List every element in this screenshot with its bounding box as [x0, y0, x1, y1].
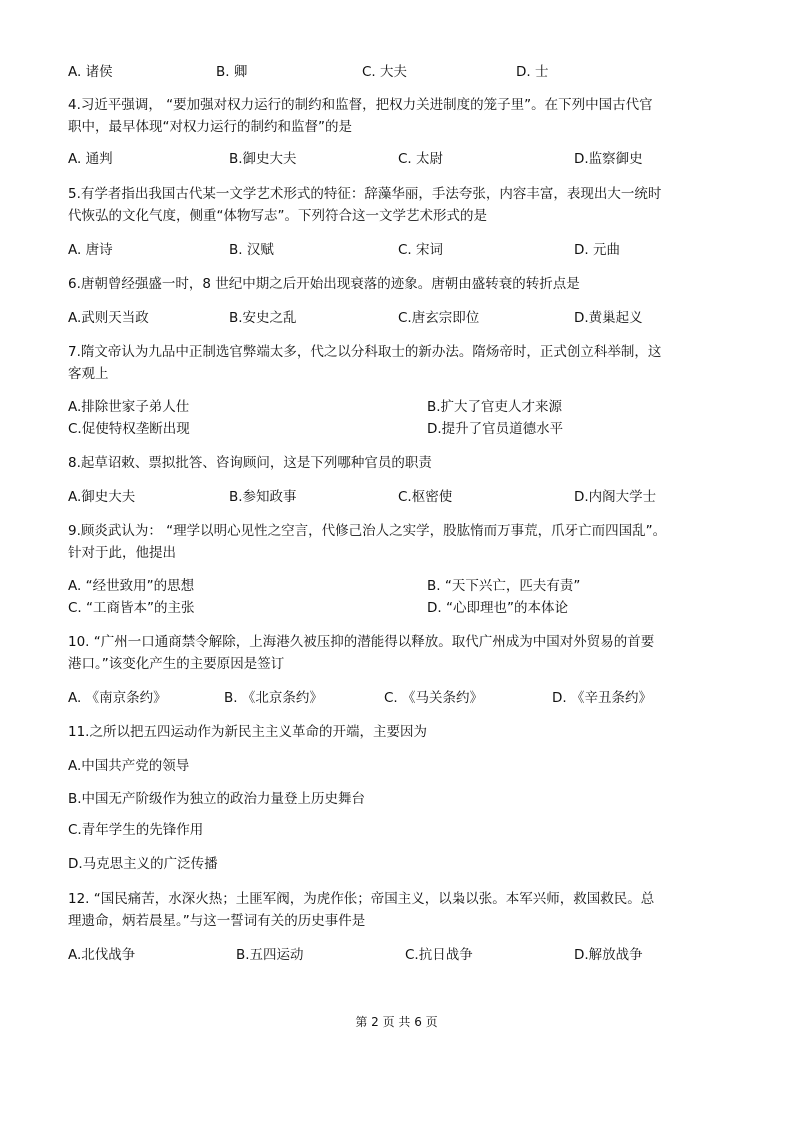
q10-option-a: A. 《南京条约》 [68, 690, 167, 706]
q12-stem-line-1: 12. “国民痛苦，水深火热；土匪军阀，为虎作伥；帝国主义，以枭以张。本军兴师，救国救民。总 [68, 891, 655, 907]
q6-option-a: A.武则天当政 [68, 310, 149, 326]
q8-option-b: B.参知政事 [229, 489, 297, 505]
q12-option-b: B.五四运动 [236, 947, 304, 963]
q10-option-c: C. 《马关条约》 [384, 690, 484, 706]
q7-option-c: C.促使特权垄断出现 [68, 421, 190, 437]
q9-option-a: A. “经世致用”的思想 [68, 578, 195, 594]
q6-option-d: D.黄巢起义 [574, 310, 643, 326]
q7-option-a: A.排除世家子弟人仕 [68, 399, 190, 415]
q4-option-b: B.御史大夫 [229, 151, 297, 167]
q8-stem-line-1: 8.起草诏敕、票拟批答、咨询顾问，这是下列哪种官员的职责 [68, 455, 432, 471]
q10-option-b: B. 《北京条约》 [224, 690, 323, 706]
q11-stem-line-1: 11.之所以把五四运动作为新民主主义革命的开端，主要因为 [68, 724, 427, 740]
q11-option-b: B.中国无产阶级作为独立的政治力量登上历史舞台 [68, 791, 366, 807]
q3-option-c: C. 大夫 [362, 64, 408, 80]
q11-option-a: A.中国共产党的领导 [68, 758, 190, 774]
q8-option-d: D.内阁大学士 [574, 489, 657, 505]
q4-option-c: C. 太尉 [398, 151, 444, 167]
q8-option-c: C.枢密使 [398, 489, 453, 505]
q12-option-c: C.抗日战争 [405, 947, 473, 963]
q7-stem-line-2: 客观上 [68, 366, 109, 382]
q10-stem-line-1: 10. “广州一口通商禁令解除，上海港久被压抑的潜能得以释放。取代广州成为中国对外贸易的首要 [68, 634, 655, 650]
q4-stem-line-1: 4.习近平强调， “要加强对权力运行的制约和监督，把权力关进制度的笼子里”。在下列中国古代官 [68, 97, 653, 113]
q9-option-c: C. “工商皆本”的主张 [68, 600, 195, 616]
q5-option-b: B. 汉赋 [229, 242, 274, 258]
q9-option-d: D. “心即理也”的本体论 [427, 600, 568, 616]
q6-stem-line-1: 6.唐朝曾经强盛一时，8 世纪中期之后开始出现衰落的迹象。唐朝由盛转衰的转折点是 [68, 276, 580, 292]
q7-option-d: D.提升了官员道德水平 [427, 421, 564, 437]
q10-stem-line-2: 港口。”该变化产生的主要原因是签订 [68, 656, 285, 672]
q3-option-a: A. 诸侯 [68, 64, 113, 80]
q12-option-d: D.解放战争 [574, 947, 643, 963]
q3-option-b: B. 卿 [216, 64, 248, 80]
q5-option-a: A. 唐诗 [68, 242, 113, 258]
q5-stem-line-1: 5.有学者指出我国古代某一文学艺术形式的特征：辞藻华丽，手法夸张，内容丰富，表现出大一统时 [68, 186, 662, 202]
q6-option-c: C.唐玄宗即位 [398, 310, 480, 326]
q7-stem-line-1: 7.隋文帝认为九品中正制选官弊端太多，代之以分科取士的新办法。隋炀帝时，正式创立科举制，这 [68, 344, 662, 360]
q12-stem-line-2: 理遗命，炳若晨星。”与这一誓词有关的历史事件是 [68, 913, 366, 929]
q11-option-d: D.马克思主义的广泛传播 [68, 856, 218, 872]
q3-option-d: D. 士 [516, 64, 549, 80]
q5-option-c: C. 宋词 [398, 242, 444, 258]
q5-option-d: D. 元曲 [574, 242, 620, 258]
q9-stem-line-2: 针对于此，他提出 [68, 545, 176, 561]
q7-option-b: B.扩大了官吏人才来源 [427, 399, 563, 415]
q11-option-c: C.青年学生的先锋作用 [68, 822, 204, 838]
q8-option-a: A.御史大夫 [68, 489, 136, 505]
q4-option-d: D.监察御史 [574, 151, 643, 167]
q10-option-d: D. 《辛丑条约》 [552, 690, 652, 706]
q5-stem-line-2: 代恢弘的文化气度，侧重“体物写志”。下列符合这一文学艺术形式的是 [68, 208, 487, 224]
q12-option-a: A.北伐战争 [68, 947, 136, 963]
page-number: 第 2 页 共 6 页 [355, 1015, 438, 1029]
q4-option-a: A. 通判 [68, 151, 113, 167]
q6-option-b: B.安史之乱 [229, 310, 297, 326]
q4-stem-line-2: 职中，最早体现“对权力运行的制约和监督”的是 [68, 119, 352, 135]
q9-option-b: B. “天下兴亡，匹夫有责” [427, 578, 581, 594]
q9-stem-line-1: 9.顾炎武认为： “理学以明心见性之空言，代修己治人之实学，股肱惰而万事荒，爪牙亡而四国乱”。 [68, 523, 667, 539]
